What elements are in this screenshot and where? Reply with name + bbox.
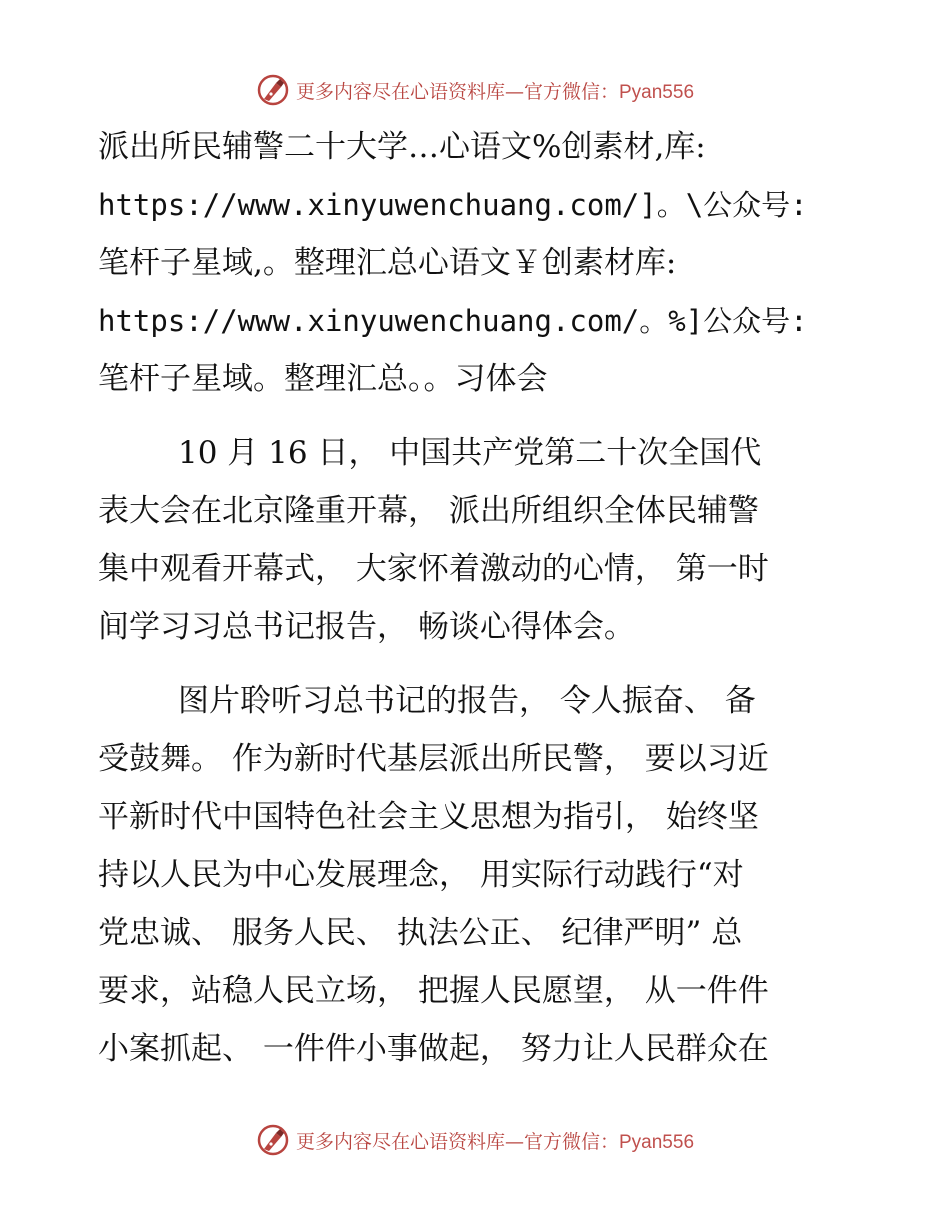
banner-wechat-id: Pyan556 bbox=[619, 1131, 695, 1153]
body-line: 持以人民为中心发展理念， 用实际行动践行“对 bbox=[98, 857, 744, 893]
body-line: 间学习习总书记报告， 畅谈心得体会。 bbox=[98, 609, 635, 645]
banner-separator: — bbox=[504, 80, 524, 103]
body-line-url: https://www.xinyuwenchuang.com/。%]公众号: bbox=[98, 304, 808, 338]
footer-watermark-banner bbox=[0, 1120, 950, 1160]
body-line-url: https://www.xinyuwenchuang.com/]。\公众号: bbox=[98, 188, 808, 222]
body-line: 党忠诚、 服务人民、 执法公正、 纪律严明” 总 bbox=[98, 915, 743, 951]
banner-label: 官方微信： bbox=[523, 80, 619, 103]
pen-nib-logo-icon bbox=[256, 1123, 290, 1157]
banner-main-text: 更多内容尽在心语资料库 bbox=[295, 80, 505, 103]
banner-main-text: 更多内容尽在心语资料库 bbox=[295, 1130, 505, 1153]
banner-wechat-id: Pyan556 bbox=[619, 81, 695, 103]
banner-text bbox=[296, 77, 694, 104]
pen-nib-logo-icon bbox=[256, 73, 290, 107]
body-line: 笔杆子星域,。整理汇总心语文￥创素材库: bbox=[98, 245, 677, 281]
body-line: 小案抓起、 一件件小事做起， 努力让人民群众在 bbox=[98, 1031, 769, 1067]
body-line: 受鼓舞。 作为新时代基层派出所民警， 要以习近 bbox=[98, 741, 769, 777]
body-line: 平新时代中国特色社会主义思想为指引， 始终坚 bbox=[98, 799, 759, 835]
body-line: 笔杆子星域。整理汇总。。习体会 bbox=[98, 361, 548, 397]
banner-text bbox=[296, 1127, 694, 1154]
body-line: 图片聆听习总书记的报告， 令人振奋、 备 bbox=[178, 683, 756, 719]
banner-label: 官方微信： bbox=[523, 1130, 619, 1153]
body-line: 表大会在北京隆重开幕， 派出所组织全体民辅警 bbox=[98, 493, 759, 529]
banner-separator: — bbox=[504, 1130, 524, 1153]
body-line: 10 月 16 日， 中国共产党第二十次全国代 bbox=[178, 435, 762, 471]
body-line: 派出所民辅警二十大学…心语文%创素材,库: bbox=[98, 129, 706, 165]
header-watermark-banner bbox=[0, 70, 950, 110]
body-line: 集中观看开幕式， 大家怀着激动的心情， 第一时 bbox=[98, 551, 769, 587]
body-line: 要求，站稳人民立场， 把握人民愿望， 从一件件 bbox=[98, 973, 769, 1009]
document-body bbox=[98, 118, 858, 1078]
